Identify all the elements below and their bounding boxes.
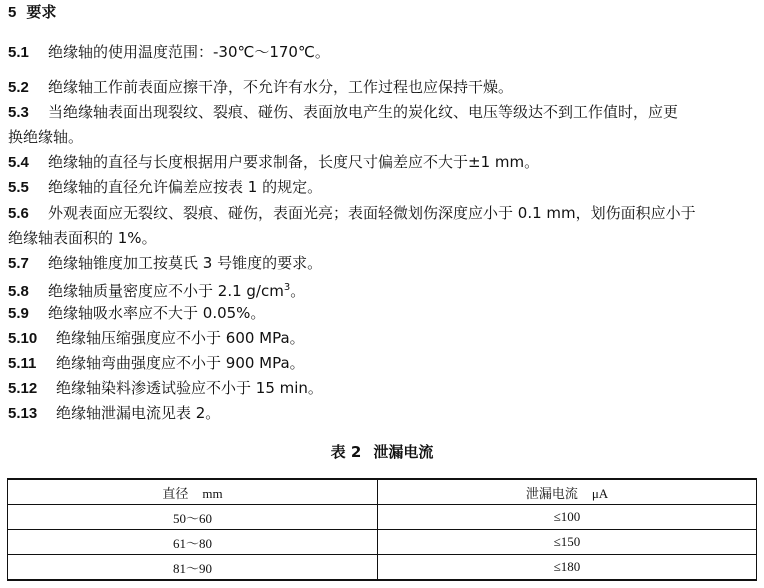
clause-5-8 [8, 278, 760, 302]
clause-text: 绝缘轴染料渗透试验应不小于 15 min。 [56, 379, 323, 397]
clause-5-10 [8, 328, 760, 349]
clause-5-13 [8, 403, 760, 424]
clause-continuation: 绝缘轴表面积的 1%。 [8, 229, 157, 247]
section-number: 5 [8, 4, 17, 21]
clause-text: 绝缘轴锥度加工按莫氏 3 号锥度的要求。 [48, 254, 323, 272]
section-heading [8, 2, 56, 23]
clause-text: 绝缘轴的直径与长度根据用户要求制备，长度尺寸偏差应不大于±1 mm。 [48, 153, 540, 171]
leakage-current-table [7, 478, 757, 581]
clause-number: 5.4 [8, 154, 29, 171]
clause-5-4 [8, 152, 760, 173]
clause-text: 绝缘轴吸水率应不大于 0.05%。 [48, 304, 266, 322]
cell-diameter: 81～90 [8, 555, 378, 581]
clause-text: 绝缘轴的使用温度范围：-30℃～170℃。 [48, 43, 330, 61]
clause-number: 5.1 [8, 44, 29, 61]
clause-5-2 [8, 77, 760, 98]
header-unit: mm [202, 485, 223, 501]
clause-number: 5.8 [8, 283, 29, 300]
cell-leakage: ≤100 [378, 505, 757, 530]
clause-number: 5.2 [8, 79, 29, 96]
clause-continuation: 换绝缘轴。 [8, 128, 84, 146]
clause-number: 5.5 [8, 179, 29, 196]
clause-number: 5.3 [8, 104, 29, 121]
header-diameter: 直径 mm [8, 479, 378, 505]
table-label: 表 2 [330, 443, 362, 461]
superscript: 3 [283, 282, 291, 293]
clause-number: 5.11 [8, 355, 37, 372]
table-header-row [8, 479, 757, 505]
clause-5-12 [8, 378, 760, 399]
clause-5-7 [8, 253, 760, 274]
clause-5-9 [8, 303, 760, 324]
section-title: 要求 [26, 3, 57, 21]
header-unit: μA [591, 485, 609, 501]
clause-number: 5.7 [8, 255, 29, 272]
cell-diameter: 61～80 [8, 530, 378, 555]
clause-text: 绝缘轴泄漏电流见表 2。 [56, 404, 221, 422]
clause-tail: 。 [290, 282, 306, 300]
table-title: 泄漏电流 [373, 443, 434, 461]
clause-text: 绝缘轴工作前表面应擦干净，不允许有水分，工作过程也应保持干燥。 [48, 78, 514, 96]
clause-5-5 [8, 177, 760, 198]
clause-text: 外观表面应无裂纹、裂痕、碰伤，表面光亮；表面轻微划伤深度应小于 0.1 mm，划伤面积应小于 [48, 204, 696, 222]
clause-text: 绝缘轴压缩强度应不小于 600 MPa。 [56, 329, 305, 347]
clause-number: 5.9 [8, 305, 29, 322]
clause-text: 绝缘轴的直径允许偏差应按表 1 的规定。 [48, 178, 323, 196]
clause-text: 绝缘轴弯曲强度应不小于 900 MPa。 [56, 354, 305, 372]
clause-5-6 [8, 203, 760, 248]
clause-5-3 [8, 102, 760, 147]
cell-diameter: 50～60 [8, 505, 378, 530]
table-row [8, 530, 757, 555]
clause-text: 当绝缘轴表面出现裂纹、裂痕、碰伤、表面放电产生的炭化纹、电压等级达不到工作值时，应更 [48, 103, 679, 121]
clause-5-11 [8, 353, 760, 374]
header-leakage-current: 泄漏电流 μA [378, 479, 757, 505]
table-row [8, 505, 757, 530]
clause-text: 绝缘轴质量密度应不小于 2.1 g/cm [48, 282, 284, 300]
table-row [8, 555, 757, 581]
clause-number: 5.12 [8, 380, 38, 397]
table-caption [0, 442, 764, 462]
clause-5-1 [8, 42, 760, 63]
clause-number: 5.13 [8, 405, 38, 422]
clause-number: 5.6 [8, 205, 29, 222]
cell-leakage: ≤150 [378, 530, 757, 555]
cell-leakage: ≤180 [378, 555, 757, 581]
clause-number: 5.10 [8, 330, 38, 347]
